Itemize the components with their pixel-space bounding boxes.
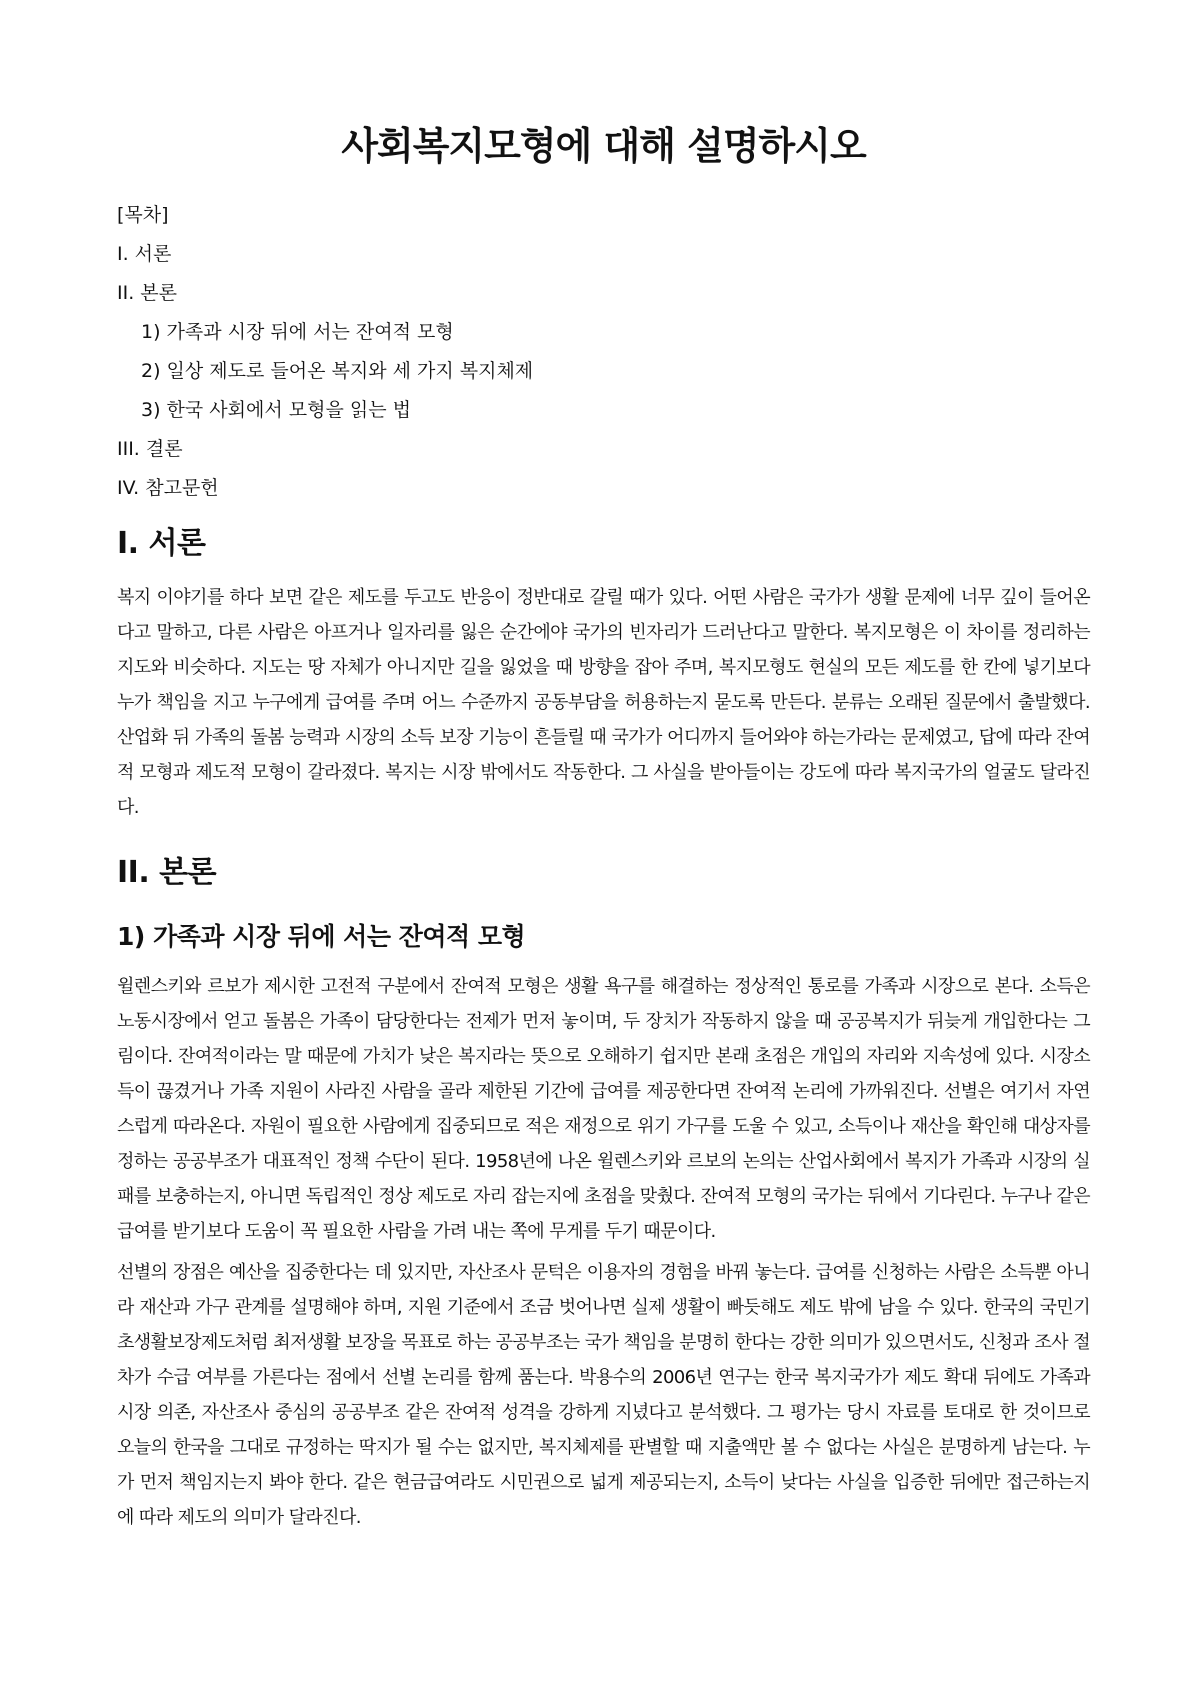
residual-model-paragraph-1: 윌렌스키와 르보가 제시한 고전적 구분에서 잔여적 모형은 생활 욕구를 해결하는 정상적인 통로를 가족과 시장으로 본다. 소득은 노동시장에서 얻고 돌봄은 가족이 담당한다는 전제가 먼저 놓이며, 두 장치가 작동하지 않을 때 공공복지가 뒤늦게 개입한다는 그림이다. 잔여적이라는 말 때문에 가치가 낮은 복지라는 뜻으로 오해하기 쉽지만 본래 초점은 개입의 자리와 지속성에 있다. 시장소득이 끊겼거나 가족 지원이 사라진 사람을 골라 제한된 기간에 급여를 제공한다면 잔여적 논리에 가까워진다. 선별은 여기서 자연스럽게 따라온다. 자원이 필요한 사람에게 집중되므로 적은 재정으로 위기 가구를 도울 수 있고, 소득이나 재산을 확인해 대상자를 정하는 공공부조가 대표적인 정책 수단이 된다. 1958년에 나온 윌렌스키와 르보의 논의는 산업사회에서 복지가 가족과 시장의 실패를 보충하는지, 아니면 독립적인 정상 제도로 자리 잡는지에 초점을 맞췄다. 잔여적 모형의 국가는 뒤에서 기다린다. 누구나 같은 급여를 받기보다 도움이 꼭 필요한 사람을 가려 내는 쪽에 무게를 두기 때문이다. [117,976,1090,1242]
toc-item: III. 결론 [117,438,183,460]
toc-item: II. 본론 [117,282,177,304]
body-heading: II. 본론 [117,855,217,890]
toc-subitem: 3) 한국 사회에서 모형을 읽는 법 [141,399,411,421]
toc-item: IV. 참고문헌 [117,477,219,499]
toc-item: I. 서론 [117,243,172,265]
toc-subitem: 2) 일상 제도로 들어온 복지와 세 가지 복지체제 [141,360,534,382]
table-of-contents [117,196,1090,508]
toc-subitem: 1) 가족과 시장 뒤에 서는 잔여적 모형 [141,321,454,343]
toc-label: [목차] [117,204,169,226]
residual-model-paragraph-2: 선별의 장점은 예산을 집중한다는 데 있지만, 자산조사 문턱은 이용자의 경험을 바꿔 놓는다. 급여를 신청하는 사람은 소득뿐 아니라 재산과 가구 관계를 설명해야 하며, 지원 기준에서 조금 벗어나면 실제 생활이 빠듯해도 제도 밖에 남을 수 있다. 한국의 국민기초생활보장제도처럼 최저생활 보장을 목표로 하는 공공부조는 국가 책임을 분명히 한다는 강한 의미가 있으면서도, 신청과 조사 절차가 수급 여부를 가른다는 점에서 선별 논리를 함께 품는다. 박용수의 2006년 연구는 한국 복지국가가 제도 확대 뒤에도 가족과 시장 의존, 자산조사 중심의 공공부조 같은 잔여적 성격을 강하게 지녔다고 분석했다. 그 평가는 당시 자료를 토대로 한 것이므로 오늘의 한국을 그대로 규정하는 딱지가 될 수는 없지만, 복지체제를 판별할 때 지출액만 볼 수 없다는 사실은 분명하게 남는다. 누가 먼저 책임지는지 봐야 한다. 같은 현금급여라도 시민권으로 넓게 제공되는지, 소득이 낮다는 사실을 입증한 뒤에만 접근하는지에 따라 제도의 의미가 달라진다. [117,1262,1090,1528]
residual-model-heading: 1) 가족과 시장 뒤에 서는 잔여적 모형 [117,922,526,951]
intro-paragraph: 복지 이야기를 하다 보면 같은 제도를 두고도 반응이 정반대로 갈릴 때가 있다. 어떤 사람은 국가가 생활 문제에 너무 깊이 들어온다고 말하고, 다른 사람은 아프거나 일자리를 잃은 순간에야 국가의 빈자리가 드러난다고 말한다. 복지모형은 이 차이를 정리하는 지도와 비슷하다. 지도는 땅 자체가 아니지만 길을 잃었을 때 방향을 잡아 주며, 복지모형도 현실의 모든 제도를 한 칸에 넣기보다 누가 책임을 지고 누구에게 급여를 주며 어느 수준까지 공동부담을 허용하는지 묻도록 만든다. 분류는 오래된 질문에서 출발했다. 산업화 뒤 가족의 돌봄 능력과 시장의 소득 보장 기능이 흔들릴 때 국가가 어디까지 들어와야 하는가라는 문제였고, 답에 따라 잔여적 모형과 제도적 모형이 갈라졌다. 복지는 시장 밖에서도 작동한다. 그 사실을 받아들이는 강도에 따라 복지국가의 얼굴도 달라진다. [117,587,1090,818]
intro-heading: I. 서론 [117,526,206,561]
document-title: 사회복지모형에 대해 설명하시오 [341,124,866,168]
